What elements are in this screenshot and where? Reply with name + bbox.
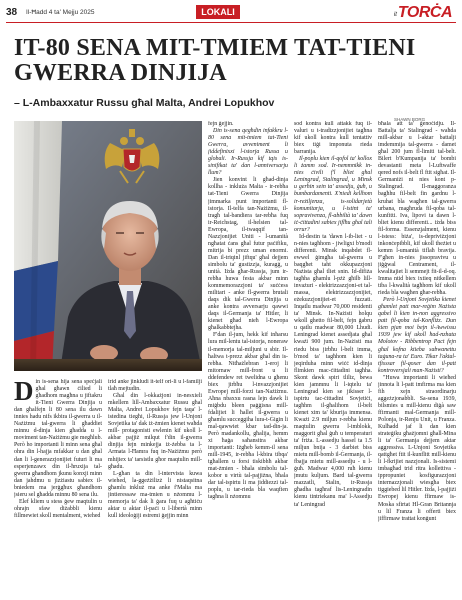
column-2-paragraph-1: irid anke jinkludi it-telf ori-li u l-familji tlaħ mejtudin. [108,379,202,393]
column-2-paragraph-3: L-għan ta din l-intervista kuwa wiehed, la-ggeżżilizż li nistaqsitna għamlu inkluż ma anke f'Malta ma jintieressaw ma-tmien u nżommu l-memorja ta' dak li ġara fuq u agħtiċu aktar u aktar il-paċi u l-libertà minn kull ideoloġiji estremi ġejjin minn [108,470,202,519]
column-3-paragraph-1: fejn ġejjin. [208,121,234,127]
article-column-2 [108,379,202,597]
logo-main: TORĊA [397,4,452,21]
column-2-paragraph-2: Għal din l-okkażjoni in-nesxieli mkellem lill-Ambaxxatur Russu għal Malta, Andrei Lopukhov fejn taqa' l-istedina tiegħi, il-Russja jew l-Unjoni Sovjetika ta' dak iż-żmien kienet waħda mill- protagonisti ewlenin kif ukoll l-akbar pajjiż milqut f'din il-gwerra dinjija fejn minkejja iż-żebba ta l-Armata l-Ħamra fuq in-Nażiżmu però mhijiex ta' tarsistlu għor maqtulin mill-għadu. [108,393,202,470]
column-5-paragraph-2: "Huwa importanti li wieħed jinnota li l-patt imfirma ma kien fih xejn straordinarju aggeżzjonabbli. Sa-sena 1939, bilsmies u mill-kienu diġà saw ffirmanti mal-Ġermanja mill-Polonja, ir-Renju Unit, u Franza. Kulħadd jaf li dan kien strateġiku għażjomni għall-Mina li ta' Ġermanja dejjem aktar aggressiva. L-Unjoni Sovjetika qattgħet ftit il-kunflitt mill-kienu li l-fkrijiet nazzjonali. Is-sistemi imbagħad trid ritra kollettiva - ippropuniet kosfigurazzjoni internazzjonali wiesgħa biex tiggiebed lil Hitler. Iżda, l-pajjiżi Ewropej kienu ffirmaw is-Moska sfirtat Hl-Gran Britannja u lil Franza li offerti biex jiffirmaw trattat konġunt [378,374,456,522]
logo-prefix: it [393,12,397,18]
photo-credit: SHAWN BORG [394,117,426,122]
article-photo [14,121,202,371]
column-3-question-1: Din is-sena qegħdin infakkru l-80 sena mit-tmiem tat-Tieni Gwerra, avveniment li jiddefinixxi l-istorja Russa u globali. Ir-Russja kif tqis is-sinifikat ta' dan l-anniversarju llum? [208,128,288,177]
issue-date: Il-Ħadd 4 ta' Mejju 2025 [26,9,95,16]
article-column-5 [378,121,456,597]
header-rule [6,22,456,23]
article-column-3 [208,121,288,597]
newspaper-logo [394,2,452,22]
column-5-question-1: Però l-Unjoni Sovjetika kienet għamlet patt mar-reġim Nażista qabel li kien in-non aggressivo patt fil-qoba tal-Konfliżz. Dun kien pjan moi bejn il-Awwissu 1939 jew kif ukoll ħad-nzhata Molotov - Ribbentrop Pact fejn għal kofna ktieba sabwanettu taġuna-ra ta' Euro. Tikar l'aktal-tfisssar fil-qoxer dan il-patt kontroversjali man-Nażisti? [378,297,456,374]
column-3-paragraph-2: Jien konvint li għad-dinja kollha - inkluża Malta - ir-rebħa tat-Tieni Gwerra Dinjija jimmarka punt importanti fl-istorja. Il-telfa tan-Nażiżmu, il-tragħ tal-bandiera tar-rebħa fuq ir-Reichstag, il-helsien tal-Ewropa, il-twaqqif tan-Nazzjonijiet Uniti - l-umanità ngħatat ċans għal futur paċifiku, mitrija bi prezz uman enormi. Dan il-triqinl jiftqu' għal dejjem simbolu ta' gustizzja, kuragġ, u unità. Iżda għar-Russja, jum ir-rebħa huwa festa akbar minn kommemorazzjoni ta' suċċess militari - anke fl-gwerra brutali daqs dik tal-Gwerra Dinjija u anke kontra avversarju qawwi daqs il-Ġermanja ta' Hitler, li kienet għad nieħ l-Ewropa għalkabbtejha. [208,177,288,332]
article-column-1 [14,379,102,597]
drop-cap: D [14,379,34,406]
page-number: 38 [6,7,18,18]
page-header [0,0,462,30]
article-headline: IT-80 SENA MIT-TMIEM TAT-TIENI GWERRA DINJIJA [14,35,416,86]
article-subhead: – L-Ambaxxatur Russu għal Malta, Andrei Lopukhov [14,97,275,109]
ambassador-portrait-image [14,121,202,371]
column-1-paragraph-1: in is-sena hija sena speċjali għal għawn ċilied li għadhom magħna u jiftakru it-Tieni Gwerra Dinjija u dan għalfejn li 80 sena ilu dawn innies hadu nifs ikbira il-gwerra u il-Nażiżmu tal-gwerra li għaddiet minnu d-dinja kien għadda u l-moviment tan-Nażiżmu gie megħlub. Però ho importanti li minn sena għal ohra din l-hajja mfakkar u dan għal dan li l-generazzjonijiet futuri li ma esperjenzawx din il-ħruxija tal-gwerra għandhom jkunu konxji minn dan jahdmu u jizżiastu sabiex il-bniedem ma jerġgħux għandhom jsieru sel għadda minnu 80 sena ilu. [14,379,102,498]
article-column-4 [294,121,372,597]
section-label: LOKALI [196,5,240,19]
column-4-question-1: Il-poplu kien il-qofol ta' kollox li żamm sod. Ir-nemmnikk in-nies ċivili f'l bliet għal Leningrad, Stalingrad, u Minsk u gerħin sein ta' assedju, ġuħ, u bumbardamenti. X'niedi kellhom ir-reżiljenza, is-solidarjetà komunitarja, u l-istint ta' sopravivenza, fl-abbiltà ta' dawn iċ-ċittadini sabiex jiflħu għal tali orrur? [294,156,372,233]
column-4-paragraph-1: sod kontra kull attakk fuq il-valuri u t-tradizzjonijiet tagħna kif ukoll kontra kull tentattiv biex tiġi imponuta rieda barranija. [294,121,372,156]
column-5-paragraph-1: bħala att ta' ġenoċidju. Il-Battalja ta' Stalingrad - waħda mill-akbar u l-aktar battalji imdemmija tal-gwerra - damet għal 200 jum fl-limiti tal-belt. Bilert b'Kumpanija ta' bombi devastanti meta l-Luftwaffe qered nofs il-belt fl ftit sigħat. Il-Ġermaniżi ni nies kont p-Stalingrad. Il-maggoranza bagħhu fil-belt fin gardnu l-kruhat bla wagħen tal-gwerra urbana, magħruda fil-qoba tal-kunfitti. Iva, lipovi ta dawn l-bliet kienu differenti... iżda biss fil-forma. Essenzjalment, kienu l-istess: biża', is-depriviżzjoni inkonċepibbli, kif ukoll theżiet u kemm l-umanità tiflaħ bravija. F'għen in-nies jissopravivu u jiġġwal Centrament, il-kwalitajiet li semmejt fit-il-d-oq. Imma ntid biex ixtieq nitkellem tiba l-kwalità tagħhom kif ukoll rieda bla wagħen għar-rebħa. [378,121,456,297]
column-4-paragraph-2: Id-destin ta 'dawn l-ib-liet - u n-nies tagħhom - jiwligxi b'modi differenti. Minsk inqabdet fl-ewwel ġimgħa tal-gwerra u baqgħet taht okkupazzjoni Nażista għal tliet snin. Id-difiża tagħha għamlu l-pżż għilb lill-invażuri - elektrizzazzjoni-et tal-massa, elektrizzazzjonijiet, eżekuzzjonijiet-et fuzzati. Inqatlu madwar 70,000 residenti ta' Minsk. In-Nażisti holqu wkoll ghetto fil-belt, fejn ġabru u qatlu madwar 80,000 Lhudi. Leningrad kienet assedjata għal kważi 900 jum. In-Nażisti ma riedu biss jirbħu l-belt imma, b'mod ta' tagħhom kien li jeqirduha minn wiċċ id-dinja flimkien mac-ċittadini tagħha. Skont dawk spiri tliliz, bewa kien jammnu li l-iqtelu ta' Leningrad kien se jikisser l-ispirtu tac-ċittadini Sovjetiċi, tagħhm il-għalihom il-belt kienet xim ta' kburija immensa. Kważi 2.9 miljun r-rebħa kienu maqtulin gwerra l-imblokk, maggorit għal ġuħ u temperaturi ta' friża. L-assedju hassel ta 1.5 miljun bnija - 3 darbiet biss mietu mill-bomb il-Ġermanja, il-fbajja mietu mill-assedju - u l-ġuħ. Madwar 4,000 ruħ kienu jmutu kuljum. Bard tal-gwerra mazzatli, Stalin, ir-Russja għadha tagħraf lis-Leningradin kienu tintriekanu ma' l-Assedju ta' Leningrad [294,233,372,508]
column-3-paragraph-3: F'dan il-jum, hekk kif inħarsu lura mil-lentu tal-istorja, noneraw il-memorja tal-miljuni u sbir. Il-ħaltwa t-prezz akbar għal din is-rebħa. Nitħażlebran 1-eroj li mitornaw mill-front u li ddefendew ret twelidna u għenu biex jirbħu l-invazzjonijiet Ewropej mill-forzi tan-Nażiżmu. Aħna nbaxxu rasna lejn dawk li miġbdu bleen paġġisna mill-fdalijiet li ħallet il-gwerra u għamlu succeggiha lura-t-Ġigin li mal-qawwiet kbar tad-din-ja. Però madankollu, għalija, hemm xi ħaġa saħansitra akbar importanti: Iżgħeb kemm-il sena mill-1945, ir-rebħa l-kbira tibqa' tgħallem u forsi tiskibhħ akbar mat-żmien - bħala simbolu tal-kobor u virtù tal-pajjiżna, bħala dar tal-ispirtu li ma jiddiezzi tal-poplu, u tar-rieda bla waqfien tagħna li nżommu [208,332,288,501]
column-1-paragraph-2: Elef kliem u stess ġew maqtulin u ohrajn sfaw diżabbli kienu fillmewiet skoll mentalment, wiehed [14,498,102,519]
